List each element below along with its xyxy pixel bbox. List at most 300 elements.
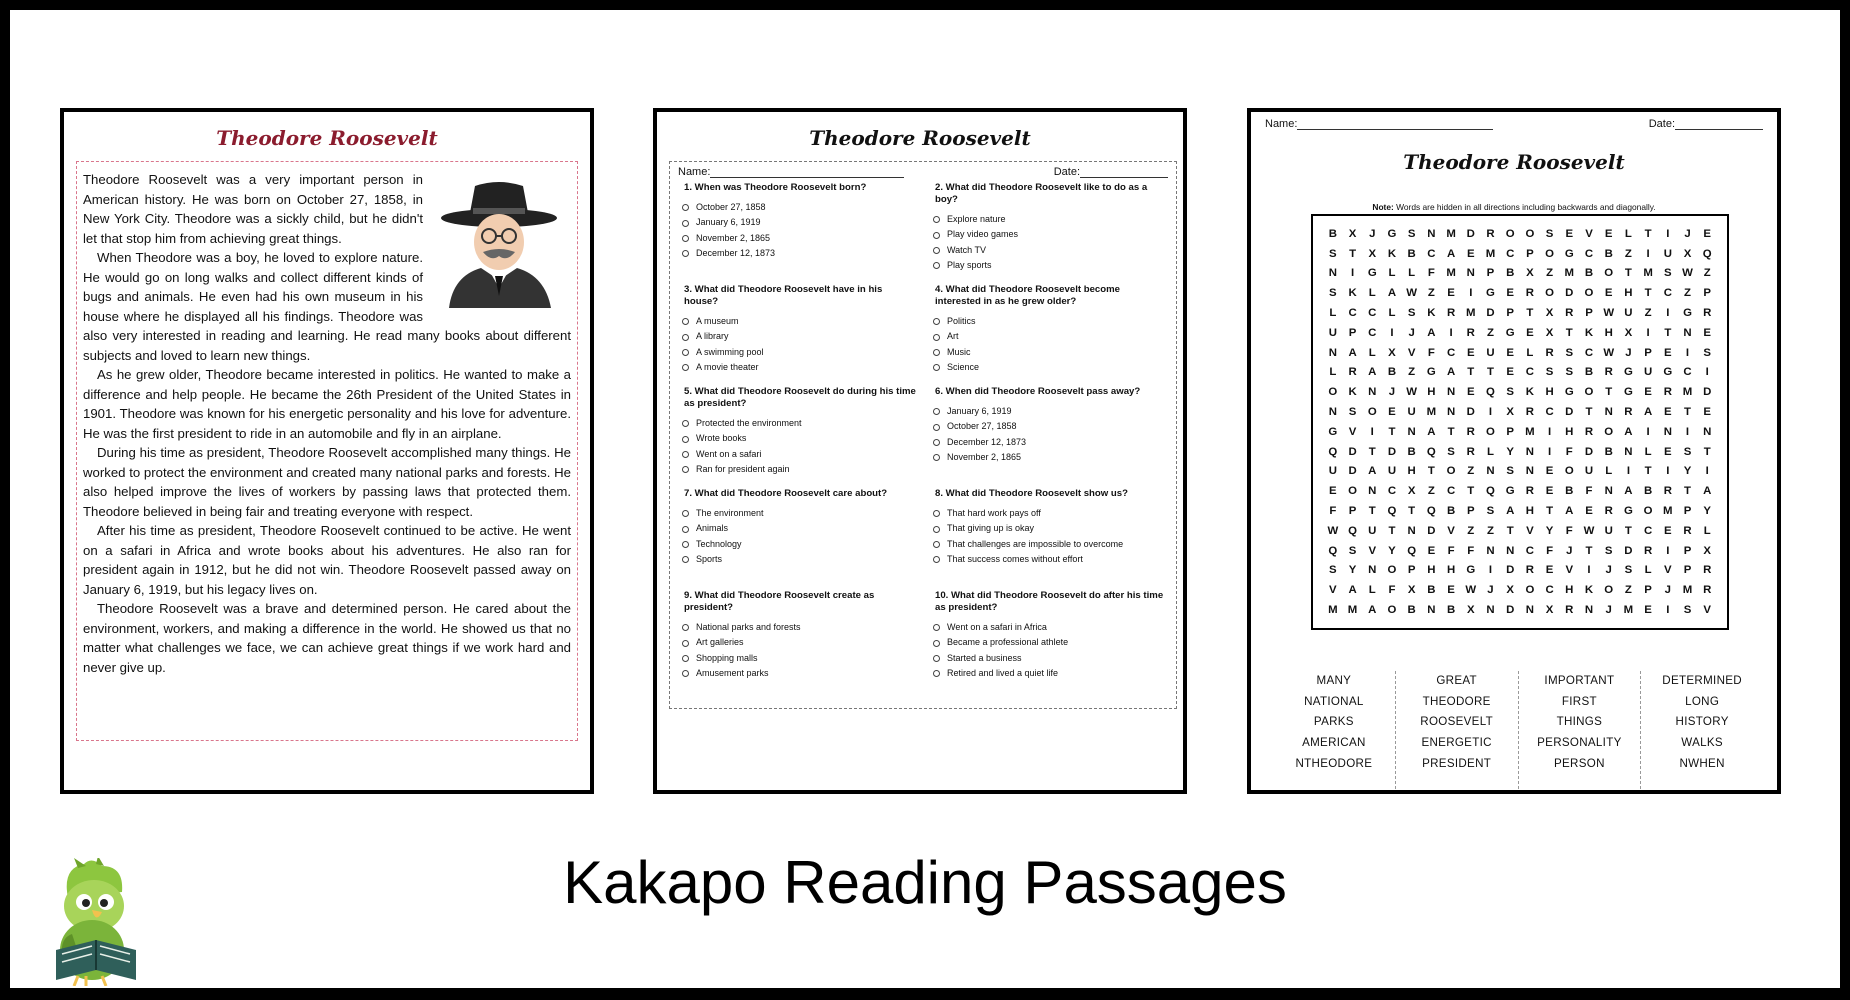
answer-option[interactable] — [682, 345, 917, 360]
grid-letter[interactable]: X — [1466, 604, 1475, 617]
grid-letter[interactable]: Q — [1328, 445, 1338, 458]
grid-letter[interactable]: Q — [1328, 544, 1338, 557]
grid-letter[interactable]: E — [1329, 485, 1337, 498]
grid-letter[interactable]: I — [1685, 346, 1690, 359]
grid-letter[interactable]: O — [1525, 584, 1535, 597]
grid-letter[interactable]: I — [1587, 564, 1591, 577]
grid-letter[interactable]: E — [1526, 326, 1534, 339]
grid-letter[interactable]: I — [1666, 544, 1670, 557]
grid-letter[interactable]: F — [1467, 544, 1475, 557]
grid-letter[interactable]: N — [1525, 465, 1534, 478]
grid-letter[interactable]: C — [1525, 544, 1534, 557]
grid-letter[interactable]: R — [1466, 445, 1475, 458]
grid-letter[interactable]: L — [1526, 346, 1534, 359]
grid-letter[interactable]: G — [1623, 386, 1633, 399]
grid-letter[interactable]: P — [1407, 564, 1416, 577]
grid-letter[interactable]: A — [1427, 425, 1436, 438]
grid-letter[interactable]: Q — [1426, 505, 1436, 518]
answer-option[interactable] — [682, 360, 917, 375]
grid-letter[interactable]: K — [1348, 287, 1357, 300]
grid-letter[interactable]: E — [1604, 227, 1613, 240]
grid-letter[interactable]: B — [1643, 485, 1653, 498]
grid-letter[interactable]: L — [1368, 584, 1376, 597]
radio-circle-icon[interactable] — [933, 510, 940, 517]
grid-letter[interactable]: V — [1407, 346, 1416, 359]
grid-letter[interactable]: L — [1486, 445, 1494, 458]
radio-circle-icon[interactable] — [933, 439, 940, 446]
grid-letter[interactable]: G — [1623, 366, 1633, 379]
grid-letter[interactable]: C — [1683, 366, 1692, 379]
grid-letter[interactable]: X — [1683, 247, 1692, 260]
grid-letter[interactable]: N — [1486, 604, 1495, 617]
grid-letter[interactable]: A — [1348, 584, 1357, 597]
grid-letter[interactable]: C — [1348, 307, 1357, 320]
grid-letter[interactable]: I — [1646, 425, 1650, 438]
grid-letter[interactable]: X — [1703, 544, 1712, 557]
grid-letter[interactable]: C — [1368, 326, 1377, 339]
grid-letter[interactable]: D — [1506, 604, 1515, 617]
grid-letter[interactable]: R — [1565, 307, 1574, 320]
grid-letter[interactable]: L — [1644, 564, 1652, 577]
answer-option[interactable] — [682, 431, 917, 446]
grid-letter[interactable]: T — [1526, 307, 1534, 320]
grid-letter[interactable]: N — [1446, 386, 1456, 399]
grid-letter[interactable]: B — [1604, 247, 1613, 260]
grid-letter[interactable]: G — [1486, 287, 1495, 300]
answer-option[interactable] — [933, 258, 1168, 273]
grid-letter[interactable]: E — [1447, 584, 1455, 597]
grid-letter[interactable]: F — [1427, 267, 1435, 280]
grid-letter[interactable]: I — [1350, 267, 1355, 280]
grid-letter[interactable]: R — [1525, 287, 1534, 300]
grid-letter[interactable]: R — [1525, 564, 1534, 577]
grid-letter[interactable]: N — [1427, 604, 1436, 617]
grid-letter[interactable]: Q — [1702, 247, 1712, 260]
grid-letter[interactable]: L — [1368, 287, 1376, 300]
grid-letter[interactable]: E — [1664, 445, 1672, 458]
grid-letter[interactable]: A — [1348, 346, 1357, 359]
grid-letter[interactable]: M — [1682, 584, 1693, 597]
grid-letter[interactable]: V — [1447, 524, 1455, 537]
grid-letter[interactable]: T — [1565, 326, 1573, 339]
grid-letter[interactable]: V — [1526, 524, 1534, 537]
grid-letter[interactable]: D — [1565, 287, 1574, 300]
grid-letter[interactable]: A — [1643, 406, 1653, 419]
grid-letter[interactable]: Z — [1644, 307, 1652, 320]
grid-letter[interactable]: K — [1525, 386, 1534, 399]
grid-letter[interactable]: R — [1643, 544, 1653, 557]
grid-letter[interactable]: E — [1703, 406, 1712, 419]
answer-option[interactable] — [682, 552, 917, 567]
grid-letter[interactable]: O — [1604, 425, 1614, 438]
grid-letter[interactable]: B — [1604, 445, 1613, 458]
grid-letter[interactable]: I — [1705, 465, 1709, 478]
grid-letter[interactable]: I — [1705, 366, 1709, 379]
grid-letter[interactable]: R — [1604, 505, 1613, 518]
grid-letter[interactable]: J — [1625, 346, 1632, 359]
grid-letter[interactable]: D — [1387, 445, 1397, 458]
grid-letter[interactable]: X — [1407, 485, 1416, 498]
grid-letter[interactable]: C — [1545, 406, 1554, 419]
grid-letter[interactable]: M — [1466, 307, 1476, 320]
grid-letter[interactable]: Z — [1427, 485, 1435, 498]
answer-option[interactable] — [682, 215, 917, 230]
radio-circle-icon[interactable] — [682, 670, 689, 677]
grid-letter[interactable]: J — [1566, 544, 1573, 557]
grid-letter[interactable]: N — [1584, 604, 1594, 617]
grid-letter[interactable]: H — [1545, 386, 1554, 399]
grid-letter[interactable]: E — [1545, 485, 1554, 498]
grid-letter[interactable]: T — [1546, 505, 1554, 518]
grid-letter[interactable]: M — [1426, 406, 1437, 419]
grid-letter[interactable]: P — [1506, 307, 1514, 320]
grid-letter[interactable]: M — [1446, 227, 1456, 240]
grid-letter[interactable]: U — [1486, 346, 1495, 359]
grid-letter[interactable]: N — [1525, 445, 1534, 458]
radio-circle-icon[interactable] — [933, 349, 940, 356]
grid-letter[interactable]: N — [1407, 425, 1416, 438]
grid-letter[interactable]: N — [1328, 346, 1337, 359]
grid-letter[interactable]: E — [1565, 227, 1574, 240]
radio-circle-icon[interactable] — [682, 466, 689, 473]
grid-letter[interactable]: L — [1605, 465, 1613, 478]
grid-letter[interactable]: M — [1682, 386, 1693, 399]
grid-letter[interactable]: C — [1584, 346, 1594, 359]
grid-letter[interactable]: C — [1506, 247, 1515, 260]
grid-letter[interactable]: Y — [1348, 564, 1357, 577]
grid-letter[interactable]: S — [1604, 544, 1613, 557]
grid-letter[interactable]: L — [1329, 366, 1337, 379]
radio-circle-icon[interactable] — [682, 556, 689, 563]
grid-letter[interactable]: E — [1664, 406, 1672, 419]
grid-letter[interactable]: Y — [1703, 505, 1712, 518]
grid-letter[interactable]: S — [1329, 247, 1337, 260]
grid-letter[interactable]: X — [1526, 267, 1534, 280]
grid-letter[interactable]: T — [1684, 485, 1691, 498]
grid-letter[interactable]: P — [1506, 425, 1514, 438]
grid-letter[interactable]: T — [1349, 247, 1357, 260]
grid-letter[interactable]: C — [1584, 247, 1594, 260]
grid-letter[interactable]: J — [1487, 584, 1494, 597]
grid-letter[interactable]: O — [1604, 584, 1614, 597]
grid-letter[interactable]: H — [1407, 465, 1416, 478]
grid-letter[interactable]: Z — [1703, 267, 1711, 280]
grid-letter[interactable]: H — [1624, 287, 1633, 300]
grid-letter[interactable]: S — [1565, 366, 1574, 379]
grid-letter[interactable]: P — [1348, 505, 1357, 518]
grid-letter[interactable]: I — [1685, 425, 1690, 438]
grid-letter[interactable]: U — [1368, 524, 1377, 537]
radio-circle-icon[interactable] — [933, 364, 940, 371]
grid-letter[interactable]: R — [1486, 227, 1495, 240]
grid-letter[interactable]: O — [1545, 287, 1555, 300]
grid-letter[interactable]: O — [1584, 287, 1594, 300]
grid-letter[interactable]: T — [1585, 544, 1593, 557]
grid-letter[interactable]: G — [1663, 366, 1673, 379]
grid-letter[interactable]: R — [1545, 346, 1554, 359]
grid-letter[interactable]: N — [1506, 544, 1515, 557]
grid-letter[interactable]: Z — [1427, 287, 1435, 300]
grid-letter[interactable]: M — [1446, 267, 1456, 280]
grid-letter[interactable]: R — [1703, 564, 1712, 577]
grid-letter[interactable]: I — [1666, 227, 1670, 240]
grid-letter[interactable]: N — [1683, 326, 1692, 339]
grid-letter[interactable]: C — [1387, 485, 1397, 498]
grid-letter[interactable]: O — [1446, 465, 1456, 478]
grid-letter[interactable]: F — [1585, 485, 1593, 498]
grid-letter[interactable]: D — [1427, 524, 1436, 537]
radio-circle-icon[interactable] — [682, 220, 689, 227]
radio-circle-icon[interactable] — [933, 262, 940, 269]
grid-letter[interactable]: I — [1370, 425, 1374, 438]
answer-option[interactable] — [933, 404, 1168, 419]
grid-letter[interactable]: O — [1545, 247, 1555, 260]
grid-letter[interactable]: G — [1683, 307, 1692, 320]
radio-circle-icon[interactable] — [682, 250, 689, 257]
grid-letter[interactable]: Z — [1624, 247, 1632, 260]
grid-letter[interactable]: E — [1664, 346, 1672, 359]
grid-letter[interactable]: T — [1427, 465, 1435, 478]
grid-letter[interactable]: H — [1446, 564, 1456, 577]
grid-letter[interactable]: A — [1446, 247, 1456, 260]
grid-letter[interactable]: T — [1368, 445, 1376, 458]
grid-letter[interactable]: X — [1388, 346, 1396, 359]
grid-letter[interactable]: O — [1505, 227, 1515, 240]
radio-circle-icon[interactable] — [682, 235, 689, 242]
grid-letter[interactable]: F — [1427, 346, 1435, 359]
radio-circle-icon[interactable] — [682, 451, 689, 458]
grid-letter[interactable]: G — [1564, 386, 1574, 399]
grid-letter[interactable]: H — [1565, 584, 1574, 597]
grid-letter[interactable]: B — [1584, 267, 1594, 280]
grid-letter[interactable]: E — [1506, 287, 1514, 300]
radio-circle-icon[interactable] — [682, 655, 689, 662]
radio-circle-icon[interactable] — [933, 670, 940, 677]
grid-letter[interactable]: T — [1624, 524, 1632, 537]
answer-option[interactable] — [933, 506, 1168, 521]
grid-letter[interactable]: S — [1407, 227, 1416, 240]
grid-letter[interactable]: L — [1388, 307, 1396, 320]
grid-letter[interactable]: S — [1506, 465, 1514, 478]
radio-circle-icon[interactable] — [933, 247, 940, 254]
grid-letter[interactable]: S — [1486, 505, 1495, 518]
grid-letter[interactable]: H — [1604, 326, 1613, 339]
grid-letter[interactable]: X — [1407, 584, 1416, 597]
grid-letter[interactable]: R — [1683, 524, 1692, 537]
grid-letter[interactable]: E — [1466, 386, 1475, 399]
grid-letter[interactable]: M — [1347, 604, 1358, 617]
grid-letter[interactable]: S — [1683, 604, 1692, 617]
grid-letter[interactable]: E — [1466, 247, 1475, 260]
grid-letter[interactable]: E — [1466, 346, 1475, 359]
grid-letter[interactable]: T — [1624, 267, 1632, 280]
grid-letter[interactable]: S — [1407, 307, 1416, 320]
answer-option[interactable] — [933, 419, 1168, 434]
radio-circle-icon[interactable] — [933, 408, 940, 415]
grid-letter[interactable]: C — [1446, 346, 1456, 359]
grid-letter[interactable]: E — [1604, 287, 1613, 300]
answer-option[interactable] — [933, 450, 1168, 465]
grid-letter[interactable]: K — [1584, 584, 1594, 597]
answer-option[interactable] — [933, 651, 1168, 666]
answer-option[interactable] — [682, 506, 917, 521]
grid-letter[interactable]: F — [1565, 524, 1573, 537]
grid-letter[interactable]: P — [1644, 584, 1652, 597]
grid-letter[interactable]: G — [1426, 366, 1436, 379]
grid-letter[interactable]: M — [1485, 247, 1496, 260]
grid-letter[interactable]: E — [1644, 386, 1652, 399]
grid-letter[interactable]: M — [1328, 604, 1338, 617]
grid-letter[interactable]: I — [1469, 287, 1473, 300]
radio-circle-icon[interactable] — [682, 334, 689, 341]
radio-circle-icon[interactable] — [933, 624, 940, 631]
grid-letter[interactable]: N — [1368, 485, 1377, 498]
radio-circle-icon[interactable] — [682, 640, 689, 647]
answer-option[interactable] — [682, 447, 917, 462]
grid-letter[interactable]: W — [1682, 267, 1693, 280]
grid-letter[interactable]: P — [1526, 247, 1534, 260]
grid-letter[interactable]: M — [1663, 505, 1673, 518]
answer-option[interactable] — [682, 537, 917, 552]
grid-letter[interactable]: B — [1565, 485, 1574, 498]
grid-letter[interactable]: T — [1664, 326, 1672, 339]
grid-letter[interactable]: S — [1683, 445, 1692, 458]
grid-letter[interactable]: M — [1564, 267, 1575, 280]
grid-letter[interactable]: T — [1684, 406, 1691, 419]
grid-letter[interactable]: Y — [1388, 544, 1396, 557]
grid-letter[interactable]: Y — [1683, 465, 1692, 478]
grid-letter[interactable]: U — [1328, 326, 1337, 339]
grid-letter[interactable]: A — [1387, 287, 1397, 300]
grid-letter[interactable]: V — [1368, 544, 1377, 557]
grid-letter[interactable]: O — [1348, 485, 1357, 498]
grid-letter[interactable]: E — [1664, 524, 1672, 537]
grid-letter[interactable]: V — [1585, 227, 1593, 240]
radio-circle-icon[interactable] — [682, 624, 689, 631]
answer-option[interactable] — [933, 243, 1168, 258]
grid-letter[interactable]: X — [1348, 227, 1357, 240]
grid-letter[interactable]: N — [1525, 604, 1534, 617]
grid-letter[interactable]: T — [1605, 386, 1613, 399]
grid-letter[interactable]: P — [1348, 326, 1357, 339]
grid-letter[interactable]: E — [1545, 465, 1554, 478]
grid-letter[interactable]: E — [1703, 227, 1712, 240]
answer-option[interactable] — [933, 212, 1168, 227]
grid-letter[interactable]: W — [1465, 584, 1477, 597]
grid-letter[interactable]: I — [1666, 307, 1670, 320]
grid-letter[interactable]: I — [1626, 465, 1630, 478]
grid-letter[interactable]: B — [1446, 505, 1456, 518]
grid-letter[interactable]: L — [1644, 445, 1652, 458]
grid-letter[interactable]: A — [1427, 326, 1436, 339]
grid-letter[interactable]: S — [1664, 267, 1672, 280]
grid-letter[interactable]: M — [1525, 425, 1535, 438]
grid-letter[interactable]: B — [1407, 445, 1416, 458]
grid-letter[interactable]: B — [1328, 227, 1337, 240]
grid-letter[interactable]: G — [1387, 227, 1397, 240]
grid-letter[interactable]: Q — [1348, 524, 1357, 537]
grid-letter[interactable]: X — [1368, 247, 1377, 260]
grid-letter[interactable]: C — [1446, 485, 1456, 498]
grid-letter[interactable]: P — [1644, 346, 1652, 359]
grid-letter[interactable]: F — [1565, 445, 1573, 458]
answer-option[interactable] — [682, 521, 917, 536]
grid-letter[interactable]: T — [1486, 366, 1494, 379]
grid-letter[interactable]: S — [1447, 445, 1455, 458]
grid-letter[interactable]: N — [1368, 386, 1377, 399]
grid-letter[interactable]: D — [1348, 445, 1357, 458]
grid-letter[interactable]: K — [1348, 386, 1357, 399]
grid-letter[interactable]: F — [1447, 544, 1455, 557]
grid-letter[interactable]: B — [1427, 584, 1436, 597]
grid-letter[interactable]: N — [1703, 425, 1712, 438]
grid-letter[interactable]: R — [1624, 406, 1633, 419]
grid-letter[interactable]: V — [1664, 564, 1672, 577]
radio-circle-icon[interactable] — [933, 232, 940, 239]
grid-letter[interactable]: E — [1506, 366, 1514, 379]
grid-letter[interactable]: E — [1506, 346, 1514, 359]
grid-letter[interactable]: P — [1683, 505, 1692, 518]
grid-letter[interactable]: V — [1565, 564, 1574, 577]
grid-letter[interactable]: L — [1329, 307, 1337, 320]
grid-letter[interactable]: T — [1388, 524, 1396, 537]
grid-letter[interactable]: X — [1624, 326, 1633, 339]
grid-letter[interactable]: Y — [1545, 524, 1554, 537]
radio-circle-icon[interactable] — [682, 318, 689, 325]
grid-letter[interactable]: V — [1329, 584, 1337, 597]
grid-letter[interactable]: G — [1564, 247, 1574, 260]
radio-circle-icon[interactable] — [682, 436, 689, 443]
grid-letter[interactable]: C — [1643, 524, 1653, 537]
grid-letter[interactable]: B — [1407, 604, 1416, 617]
grid-letter[interactable]: Z — [1546, 267, 1554, 280]
grid-letter[interactable]: O — [1387, 564, 1397, 577]
grid-letter[interactable]: E — [1703, 326, 1712, 339]
answer-option[interactable] — [682, 329, 917, 344]
grid-letter[interactable]: L — [1368, 346, 1376, 359]
grid-letter[interactable]: D — [1584, 445, 1594, 458]
grid-letter[interactable]: O — [1525, 227, 1535, 240]
grid-letter[interactable]: A — [1368, 465, 1377, 478]
grid-letter[interactable]: I — [1449, 326, 1453, 339]
grid-letter[interactable]: B — [1446, 604, 1456, 617]
grid-letter[interactable]: N — [1663, 425, 1672, 438]
grid-letter[interactable]: N — [1624, 445, 1633, 458]
grid-letter[interactable]: N — [1407, 524, 1416, 537]
grid-letter[interactable]: T — [1644, 287, 1652, 300]
grid-letter[interactable]: E — [1545, 564, 1554, 577]
grid-letter[interactable]: C — [1525, 366, 1534, 379]
radio-circle-icon[interactable] — [682, 364, 689, 371]
grid-letter[interactable]: R — [1525, 406, 1534, 419]
grid-letter[interactable]: Z — [1486, 326, 1494, 339]
grid-letter[interactable]: X — [1545, 326, 1554, 339]
grid-letter[interactable]: P — [1486, 267, 1495, 280]
grid-letter[interactable]: O — [1387, 604, 1397, 617]
grid-letter[interactable]: R — [1584, 425, 1594, 438]
answer-option[interactable] — [682, 416, 917, 431]
grid-letter[interactable]: N — [1328, 406, 1337, 419]
grid-letter[interactable]: J — [1605, 564, 1612, 577]
grid-letter[interactable]: Q — [1426, 445, 1436, 458]
grid-letter[interactable]: T — [1408, 505, 1416, 518]
grid-letter[interactable]: L — [1624, 227, 1632, 240]
grid-letter[interactable]: D — [1624, 544, 1633, 557]
answer-option[interactable] — [933, 552, 1168, 567]
grid-letter[interactable]: I — [1548, 445, 1552, 458]
grid-letter[interactable]: F — [1388, 584, 1396, 597]
grid-letter[interactable]: U — [1663, 247, 1672, 260]
